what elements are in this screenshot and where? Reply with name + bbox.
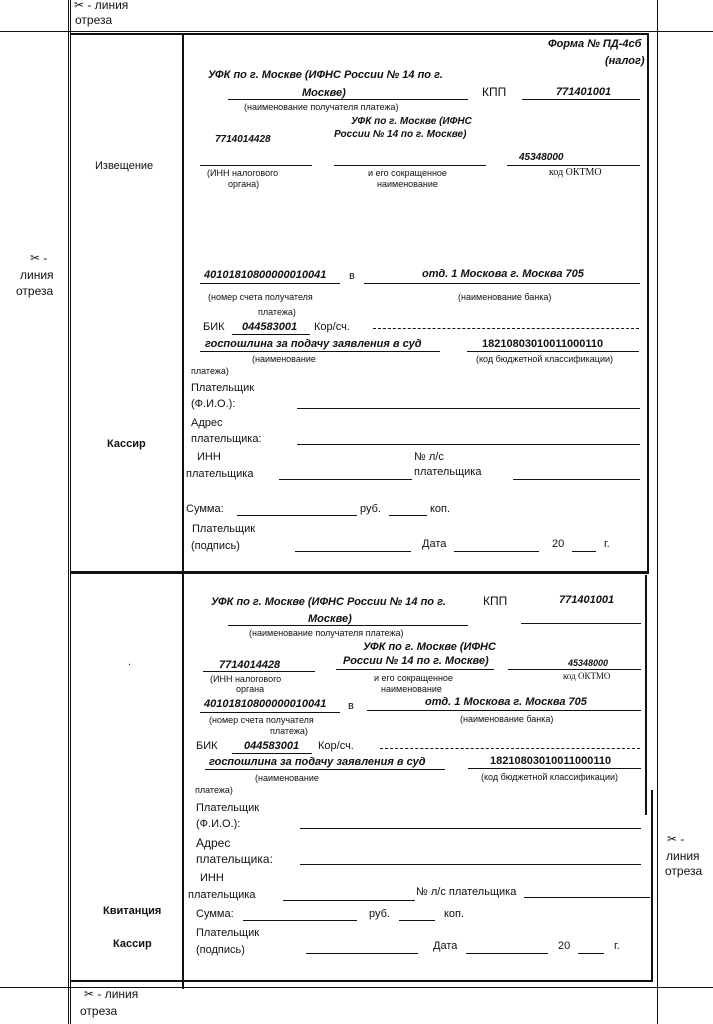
b-account-value: 40101810800000010041	[204, 698, 327, 710]
b-oktmo-line	[508, 669, 641, 670]
b-inn-line	[203, 671, 315, 672]
b-rub-label: руб.	[369, 908, 390, 920]
cut-label-top-2: отреза	[75, 13, 113, 27]
b-recipient-name-2: Москве)	[308, 613, 352, 625]
b-oktmo-caption: код ОКТМО	[563, 671, 611, 681]
kpp-value: 771401001	[556, 86, 612, 98]
b-bank-value: отд. 1 Москова г. Москва 705	[425, 696, 587, 708]
kbk-caption: (код бюджетной классификации)	[476, 354, 614, 364]
oktmo-value: 45348000	[519, 152, 564, 163]
ls-field[interactable]	[513, 479, 640, 480]
b-payer-name-field[interactable]	[300, 828, 641, 829]
b-address-field[interactable]	[300, 864, 641, 865]
b-payer-label-2: (Ф.И.О.):	[196, 818, 241, 830]
oktmo-caption: код ОКТМО	[549, 167, 602, 178]
b-ls-label: № л/с плательщика	[416, 886, 517, 898]
payer-name-field[interactable]	[297, 408, 640, 409]
recipient-line	[228, 99, 468, 100]
sum-label: Сумма:	[186, 503, 224, 515]
cut-label-right-2: линия	[666, 849, 700, 863]
b-purpose-value: госпошлина за подачу заявления в суд	[209, 756, 426, 768]
payer-label-2: (Ф.И.О.):	[191, 398, 236, 410]
cut-label-bottom-1: ✂ - линия	[84, 987, 139, 1001]
b-bik-value: 044583001	[244, 740, 300, 752]
top-frame-line	[0, 31, 713, 32]
b-date-label: Дата	[433, 940, 458, 952]
bik-label: БИК	[203, 321, 225, 333]
purpose-value: госпошлина за подачу заявления в суд	[205, 338, 422, 350]
sign-label-2: (подпись)	[191, 540, 240, 552]
center-divider	[182, 33, 184, 989]
oktmo-line	[507, 165, 640, 166]
tax-org-name-2: России № 14 по г. Москве)	[334, 129, 467, 140]
cashier-label-bottom: Кассир	[113, 938, 152, 950]
scissors-icon: ✂	[74, 0, 85, 12]
purpose-caption-1: (наименование	[252, 354, 316, 364]
b-inn-payer-label-2: плательщика	[188, 889, 256, 901]
b-kpp-line	[521, 623, 641, 624]
b-sign-label-2: (подпись)	[196, 944, 245, 956]
bik-value: 044583001	[242, 321, 298, 333]
b-recipient-name-1: УФК по г. Москве (ИФНС России № 14 по г.	[211, 596, 446, 608]
b-recipient-line	[228, 625, 468, 626]
b-oktmo-value: 45348000	[568, 658, 609, 668]
account-value: 40101810800000010041	[204, 269, 327, 281]
inn-value: 7714014428	[215, 134, 271, 145]
b-sum-kop-field[interactable]	[399, 920, 435, 921]
recipient-name-2: Москве)	[302, 87, 346, 99]
ls-label-1: № л/с	[414, 451, 444, 463]
address-field[interactable]	[297, 444, 640, 445]
kpp-line	[522, 99, 640, 100]
date-field[interactable]	[454, 551, 539, 552]
b-recipient-caption: (наименование получателя платежа)	[249, 628, 404, 638]
kpp-label: КПП	[482, 85, 507, 99]
b-bik-label: БИК	[196, 740, 218, 752]
b-sum-label: Сумма:	[196, 908, 234, 920]
right-border-bottom-2	[651, 790, 653, 980]
cashier-label-top: Кассир	[107, 438, 146, 450]
right-border-top	[647, 33, 649, 573]
kor-label: Кор/сч.	[314, 321, 350, 333]
signature-field[interactable]	[295, 551, 411, 552]
inn-caption-2: органа)	[228, 179, 260, 189]
b-purpose-caption-2: платежа)	[195, 785, 233, 795]
cut-label-top: ✂ - линия	[74, 0, 129, 12]
inn-payer-label-1: ИНН	[197, 451, 221, 463]
b-sign-label-1: Плательщик	[196, 927, 260, 939]
in-label: в	[349, 270, 355, 282]
bottom-box-line	[70, 980, 653, 982]
b-kbk-line	[468, 768, 641, 769]
bank-value: отд. 1 Москова г. Москва 705	[422, 268, 584, 280]
right-border-bottom	[645, 575, 647, 815]
b-sum-rub-field[interactable]	[243, 920, 357, 921]
b-kpp-label: КПП	[483, 594, 508, 608]
b-kbk-value: 18210803010011000110	[490, 755, 612, 767]
b-account-line	[200, 712, 340, 713]
b-purpose-caption-1: (наименование	[255, 773, 319, 783]
b-short-name-caption-2: наименование	[381, 684, 442, 694]
purpose-caption-2: платежа)	[191, 366, 229, 376]
b-short-name-caption-1: и его сокращенное	[374, 673, 453, 683]
ls-label-2: плательщика	[414, 466, 482, 478]
b-g-label: г.	[614, 940, 620, 952]
bank-caption: (наименование банка)	[458, 292, 552, 302]
inn-payer-field[interactable]	[279, 479, 412, 480]
short-name-caption-1: и его сокращенное	[368, 168, 447, 178]
kbk-value: 18210803010011000110	[482, 338, 604, 350]
sum-kop-field[interactable]	[389, 515, 427, 516]
b-ls-field[interactable]	[524, 897, 650, 898]
cut-label-bottom-2: отреза	[80, 1004, 118, 1018]
purpose-line	[200, 351, 440, 352]
middle-separator	[70, 571, 649, 574]
b-bank-caption: (наименование банка)	[460, 714, 554, 724]
dot-mark: .	[128, 656, 132, 668]
b-inn-caption-2: органа	[236, 684, 265, 694]
form-title: Форма № ПД-4сб	[548, 38, 642, 50]
year-label: 20	[552, 538, 565, 550]
recipient-name-1: УФК по г. Москве (ИФНС России № 14 по г.	[208, 69, 443, 81]
account-caption-2: платежа)	[258, 307, 296, 317]
bik-line	[232, 334, 310, 335]
address-label-1: Адрес	[191, 417, 223, 429]
rub-label: руб.	[360, 503, 381, 515]
b-inn-payer-label-1: ИНН	[200, 872, 224, 884]
b-address-label-2: плательщика:	[196, 852, 273, 866]
b-kpp-value: 771401001	[559, 594, 615, 606]
inn-line	[200, 165, 312, 166]
b-year-field[interactable]	[578, 953, 604, 954]
b-tax-org-name-2: России № 14 по г. Москве)	[343, 655, 489, 667]
right-outer-line	[657, 0, 658, 1024]
b-year-label: 20	[558, 940, 571, 952]
tax-org-line	[334, 165, 486, 166]
b-in-label: в	[348, 700, 354, 712]
b-kop-label: коп.	[444, 908, 465, 920]
b-bik-line	[232, 753, 312, 754]
b-account-caption-1: (номер счета получателя	[209, 715, 314, 725]
notice-label: Извещение	[95, 160, 154, 172]
b-signature-field[interactable]	[306, 953, 418, 954]
tax-org-name-1: УФК по г. Москве (ИФНС	[351, 116, 472, 127]
account-line	[200, 283, 340, 284]
sum-rub-field[interactable]	[237, 515, 357, 516]
address-label-2: плательщика:	[191, 433, 262, 445]
inn-payer-label-2: плательщика	[186, 468, 254, 480]
cut-label-right-3: отреза	[665, 864, 703, 878]
kop-label: коп.	[430, 503, 451, 515]
b-kbk-caption: (код бюджетной классификации)	[481, 772, 619, 782]
cut-label-left-3: отреза	[16, 284, 54, 298]
sign-label-1: Плательщик	[192, 523, 256, 535]
short-name-caption-2: наименование	[377, 179, 438, 189]
payer-label-1: Плательщик	[191, 382, 255, 394]
left-outer-border	[68, 0, 69, 1024]
account-caption-1: (номер счета получателя	[208, 292, 313, 302]
b-inn-payer-field[interactable]	[283, 900, 415, 901]
b-date-field[interactable]	[466, 953, 548, 954]
b-bank-line	[367, 710, 641, 711]
b-address-label-1: Адрес	[196, 836, 231, 850]
b-kor-dashed-line	[380, 748, 640, 749]
kor-dashed-line	[373, 328, 639, 329]
cut-label-left-1: ✂ -	[30, 251, 48, 265]
g-label: г.	[604, 538, 610, 550]
year-field[interactable]	[572, 551, 596, 552]
form-subtitle: (налог)	[605, 55, 645, 67]
cut-label-right-1: ✂ -	[667, 832, 685, 846]
inn-caption-1: (ИНН налогового	[207, 168, 279, 178]
top-box-line	[70, 33, 649, 35]
kbk-line	[467, 351, 639, 352]
left-outer-border-2	[70, 0, 71, 1024]
bank-line	[364, 283, 640, 284]
b-tax-org-name-1: УФК по г. Москве (ИФНС	[363, 641, 496, 653]
b-inn-caption-1: (ИНН налогового	[210, 674, 282, 684]
b-purpose-line	[205, 769, 445, 770]
receipt-label: Квитанция	[103, 905, 162, 917]
date-label: Дата	[422, 538, 447, 550]
b-account-caption-2: платежа)	[270, 726, 308, 736]
cut-label-left-2: линия	[20, 268, 54, 282]
recipient-caption: (наименование получателя платежа)	[244, 102, 399, 112]
b-payer-label-1: Плательщик	[196, 802, 260, 814]
b-inn-value: 7714014428	[219, 659, 281, 671]
b-kor-label: Кор/сч.	[318, 740, 354, 752]
b-tax-org-line	[336, 669, 494, 670]
